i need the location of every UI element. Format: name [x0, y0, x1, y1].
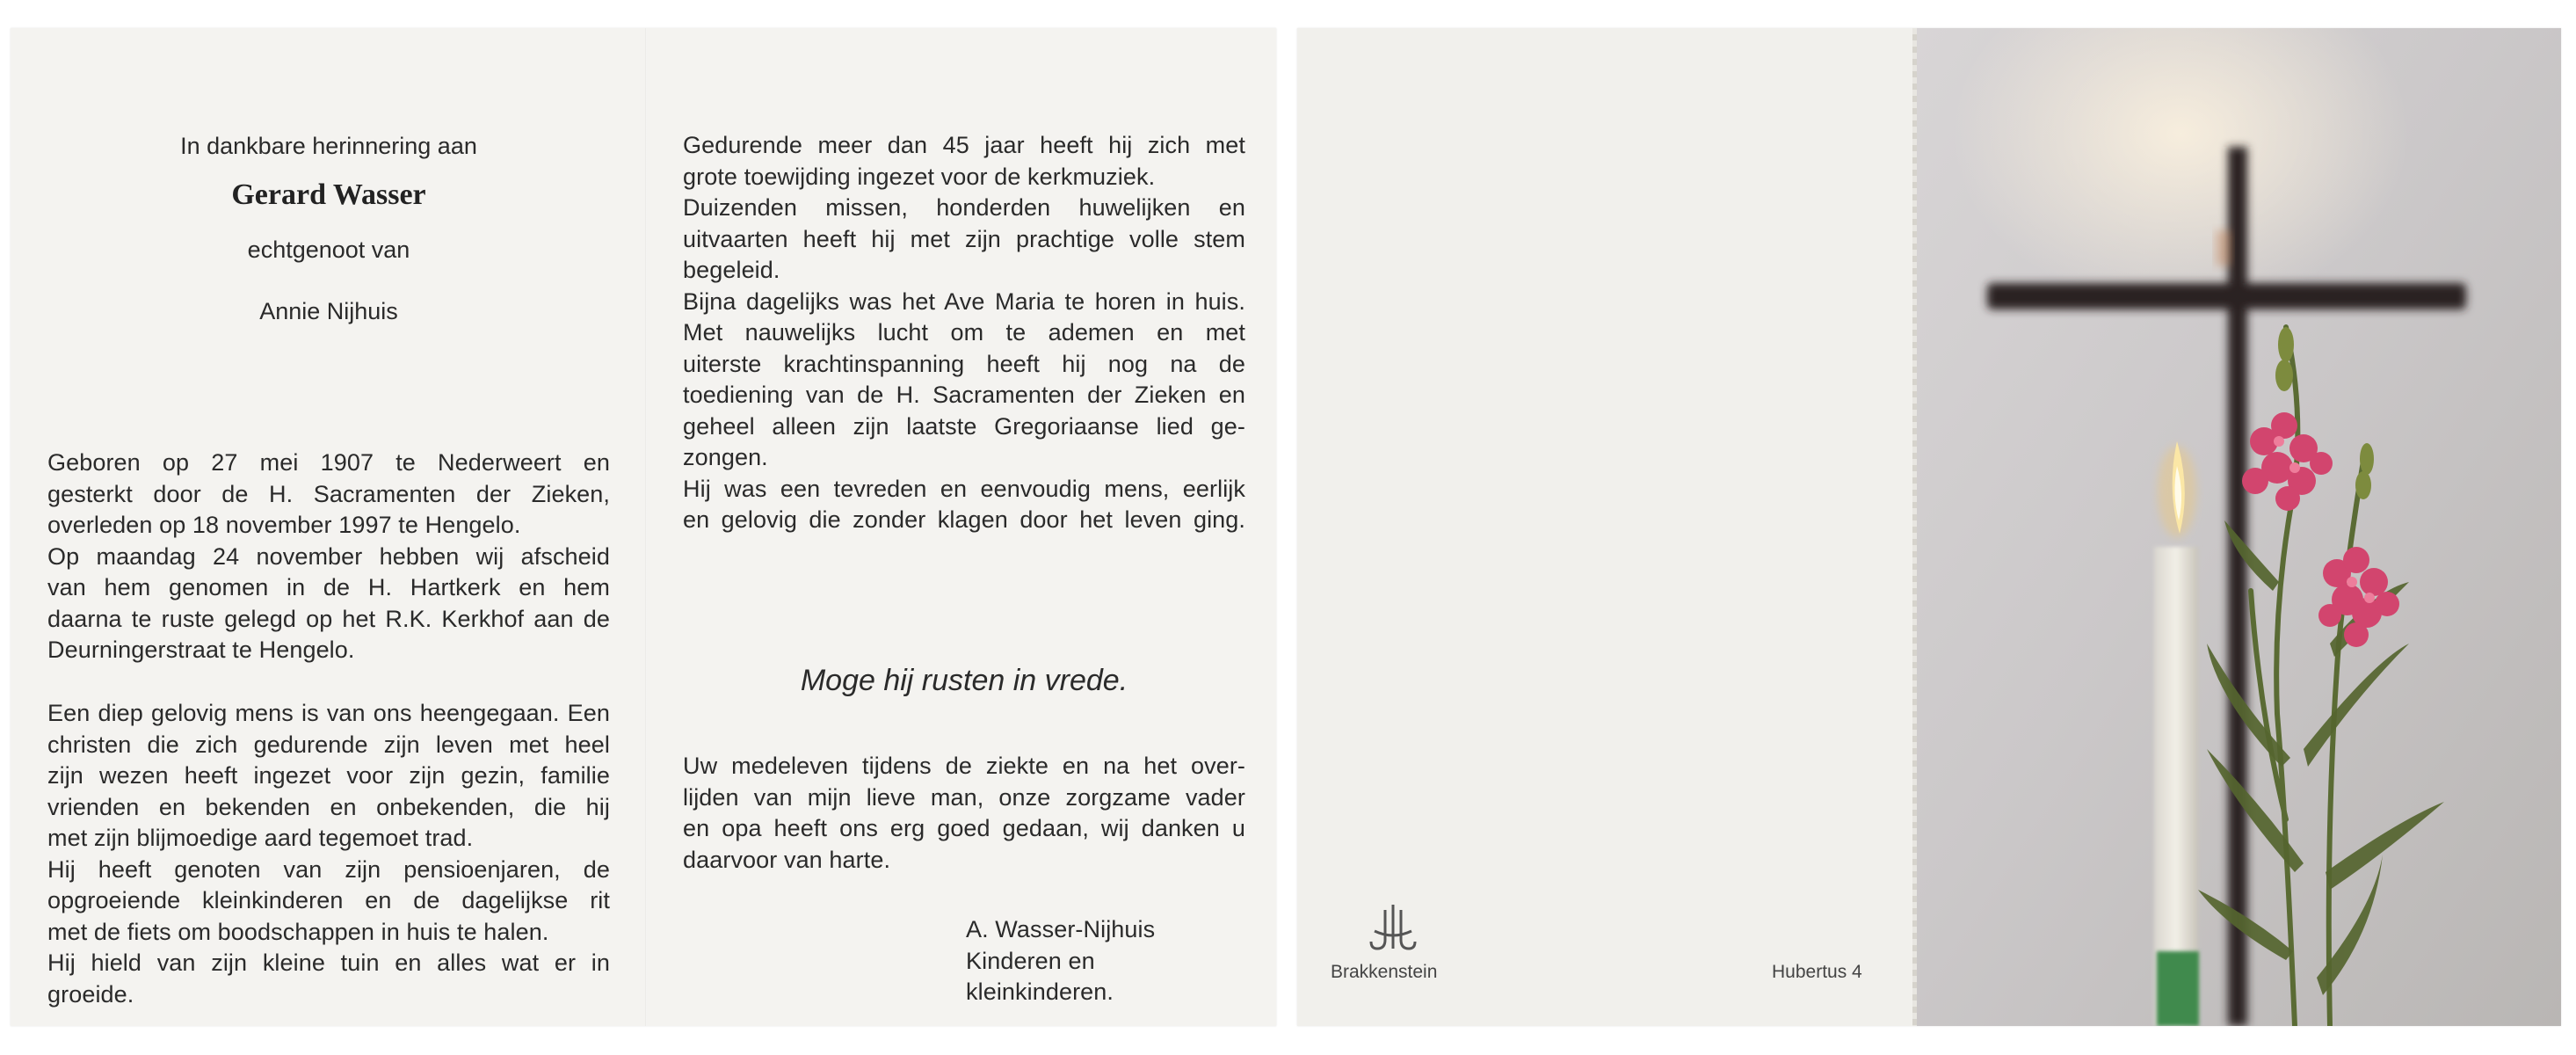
dedication-intro: In dankbare herinnering aan	[180, 133, 477, 159]
text-line: met de fiets om boodschappen in huis te halen.	[47, 918, 549, 945]
text-line: Hij was een tevreden en eenvoudig mens, eerlijk	[683, 475, 1245, 502]
signature-line: Kinderen en	[966, 947, 1095, 974]
text-line: en gelovig die zonder klagen door het leven ging.	[683, 506, 1245, 533]
card-series-number: Hubertus 4	[1772, 962, 1862, 982]
text-panel-right	[683, 28, 1245, 1026]
text-line: vrienden en bekenden en onbekenden, die hij	[47, 793, 610, 820]
text-line: Deurningerstraat te Hengelo.	[47, 637, 355, 663]
text-line: toediening van de H. Sacramenten der Zieken en	[683, 382, 1245, 408]
text-line: Uw medeleven tijdens de ziekte en na het over-	[683, 753, 1245, 779]
text-line: zongen.	[683, 444, 768, 470]
text-line: groeide.	[47, 980, 134, 1008]
text-line: Op maandag 24 november hebben wij afscheid	[47, 542, 610, 570]
character-paragraph	[47, 698, 610, 1010]
text-line: van hem genomen in de H. Hartkerk en hem	[47, 574, 610, 600]
text-line: opgroeiende kleinkinderen en de dagelijkse rit	[47, 887, 610, 913]
text-line: begeleid.	[683, 257, 780, 283]
text-line: daarvoor van harte.	[683, 846, 891, 873]
text-line: daarna te ruste gelegd op het R.K. Kerkhof aan de	[47, 605, 610, 632]
text-line: Hij heeft genoten van zijn pensioenjaren, de	[47, 855, 610, 883]
music-paragraph	[683, 130, 1245, 536]
memorial-card-picture-side	[1297, 28, 2561, 1026]
cross-candle-flowers-photo	[1917, 28, 2561, 1026]
photo-illustration	[1917, 28, 2561, 1026]
text-line: Bijna dagelijks was het Ave Maria te horen in huis.	[683, 287, 1245, 315]
signature-line: kleinkinderen.	[966, 979, 1114, 1005]
text-line: en opa heeft ons erg goed gedaan, wij danken u	[683, 815, 1245, 841]
text-line: grote toewijding ingezet voor de kerkmuziek.	[683, 163, 1156, 190]
brakkenstein-logo-icon	[1368, 901, 1419, 954]
text-line: overleden op 18 november 1997 te Hengelo.	[47, 512, 521, 538]
text-line: Geboren op 27 mei 1907 te Nederweert en	[47, 449, 610, 476]
text-line: Gedurende meer dan 45 jaar heeft hij zich met	[683, 132, 1245, 158]
text-line: lijden van mijn lieve man, onze zorgzame vader	[683, 783, 1245, 811]
text-panel-left	[47, 28, 610, 1026]
text-line: gesterkt door de H. Sacramenten der Zieken,	[47, 480, 610, 507]
rest-in-peace-line: Moge hij rusten in vrede.	[800, 664, 1128, 697]
text-line: uitvaarten heeft hij met zijn prachtige volle stem	[683, 225, 1245, 252]
signature-block	[966, 914, 1155, 1008]
text-line: Met nauwelijks lucht om te ademen en met	[683, 319, 1245, 346]
text-line: met zijn blijmoedige aard tegemoet trad.	[47, 825, 474, 851]
text-line: geheel alleen zijn laatste Gregoriaanse lied ge-	[683, 412, 1245, 440]
text-line: Een diep gelovig mens is van ons heengegaan. Een	[47, 700, 610, 726]
text-line: Duizenden missen, honderden huwelijken en	[683, 194, 1245, 221]
relation-text: echtgenoot van	[247, 236, 410, 263]
text-line: uiterste krachtinspanning heeft hij nog na de	[683, 350, 1245, 377]
deceased-name: Gerard Wasser	[231, 178, 426, 211]
spouse-name: Annie Nijhuis	[259, 298, 398, 324]
text-line: christen die zich gedurende zijn leven met heel	[47, 731, 610, 758]
dedication-block	[47, 130, 610, 327]
text-line: zijn wezen heeft ingezet voor zijn gezin, familie	[47, 762, 610, 789]
thanks-paragraph	[683, 751, 1245, 876]
biography-paragraph	[47, 447, 610, 666]
memorial-card-text-side	[11, 28, 1276, 1026]
signature-line: A. Wasser-Nijhuis	[966, 916, 1156, 942]
text-line: Hij hield van zijn kleine tuin en alles wat er in	[47, 950, 610, 976]
fold-line	[645, 28, 647, 1026]
publisher-name: Brakkenstein	[1331, 962, 1438, 982]
